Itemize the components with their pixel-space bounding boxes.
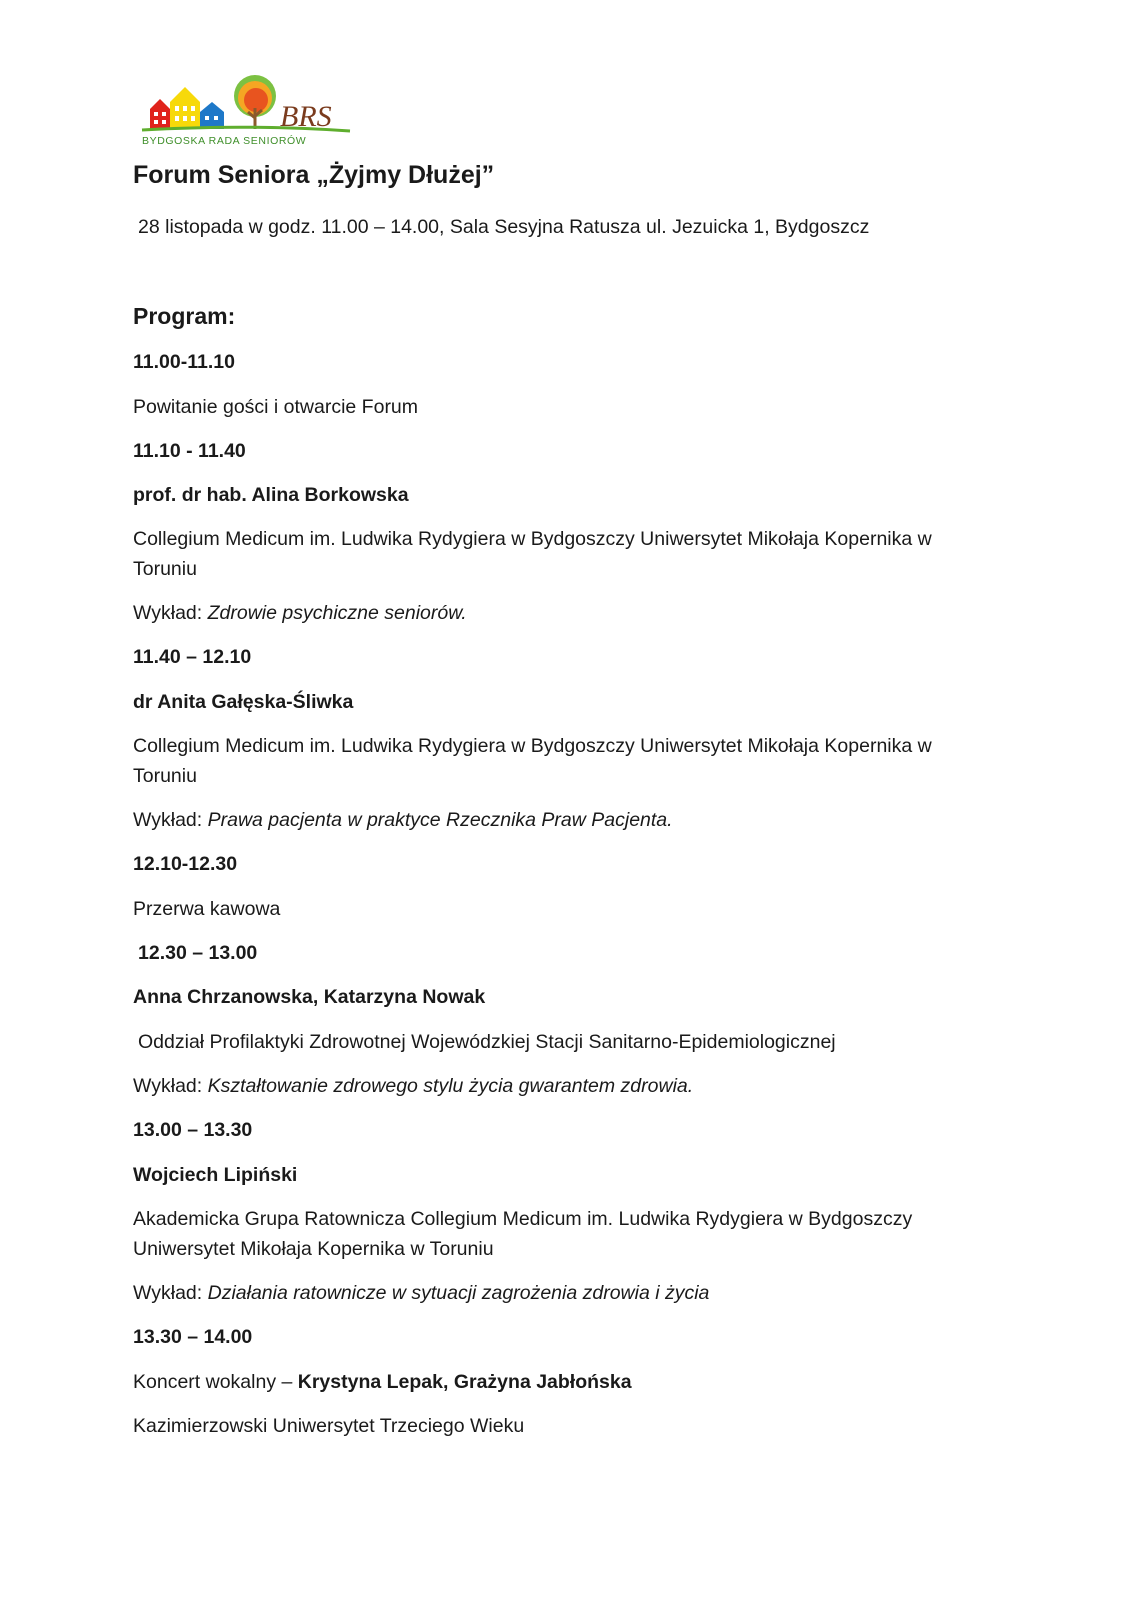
lecture-line: [133, 805, 673, 835]
speaker-affiliation: Collegium Medicum im. Ludwika Rydygiera w Bydgoszczy Uniwersytet Mikołaja Kopernika w Toruniu: [133, 528, 932, 580]
brs-logo: [140, 74, 360, 152]
speaker-name: prof. dr hab. Alina Borkowska: [133, 484, 409, 506]
lecture-title: Działania ratownicze w sytuacji zagrożenia zdrowia i życia: [207, 1282, 710, 1304]
performer-organization: Kazimierzowski Uniwersytet Trzeciego Wieku: [133, 1415, 525, 1437]
speaker-affiliation: Collegium Medicum im. Ludwika Rydygiera w Bydgoszczy Uniwersytet Mikołaja Kopernika w Toruniu: [133, 735, 932, 787]
time-slot: 11.40 – 12.10: [133, 646, 252, 668]
speaker-name: Anna Chrzanowska, Katarzyna Nowak: [133, 986, 486, 1008]
lecture-line: [133, 1071, 693, 1101]
speaker-name: Wojciech Lipiński: [133, 1164, 298, 1186]
lecture-title: Kształtowanie zdrowego stylu życia gwarantem zdrowia.: [207, 1075, 694, 1097]
time-slot: 11.00-11.10: [133, 351, 235, 373]
lecture-line: [133, 1278, 709, 1308]
item-description: Przerwa kawowa: [133, 898, 281, 920]
time-slot: 11.10 - 11.40: [133, 440, 246, 462]
concert-line: [133, 1367, 632, 1397]
event-details: 28 listopada w godz. 11.00 – 14.00, Sala Sesyjna Ratusza ul. Jezuicka 1, Bydgoszcz: [138, 216, 870, 238]
concert-prefix: Koncert wokalny –: [133, 1371, 293, 1393]
lecture-title: Prawa pacjenta w praktyce Rzecznika Praw Pacjenta.: [207, 809, 673, 831]
lecture-prefix: Wykład:: [133, 809, 203, 831]
time-slot: 12.10-12.30: [133, 853, 238, 875]
performers: Krystyna Lepak, Grażyna Jabłońska: [297, 1371, 632, 1393]
svg-text:BYDGOSKA RADA SENIORÓW: BYDGOSKA RADA SENIORÓW: [142, 135, 307, 147]
speaker-affiliation: Oddział Profilaktyki Zdrowotnej Wojewódzkiej Stacji Sanitarno-Epidemiologicznej: [138, 1031, 836, 1053]
page-title: Forum Seniora „Żyjmy Dłużej”: [133, 161, 495, 189]
lecture-prefix: Wykład:: [133, 602, 203, 624]
speaker-affiliation: Akademicka Grupa Ratownicza Collegium Medicum im. Ludwika Rydygiera w Bydgoszczy Uniwersytet Mikołaja Kopernika w Toruniu: [133, 1208, 913, 1260]
item-description: Powitanie gości i otwarcie Forum: [133, 396, 419, 418]
program-heading: Program:: [133, 303, 236, 329]
lecture-prefix: Wykład:: [133, 1075, 203, 1097]
time-slot: 12.30 – 13.00: [138, 942, 258, 964]
lecture-line: [133, 598, 467, 628]
time-slot: 13.30 – 14.00: [133, 1326, 253, 1348]
lecture-prefix: Wykład:: [133, 1282, 203, 1304]
lecture-title: Zdrowie psychiczne seniorów.: [207, 602, 467, 624]
time-slot: 13.00 – 13.30: [133, 1119, 253, 1141]
speaker-name: dr Anita Gałęska-Śliwka: [133, 691, 354, 713]
svg-text:BRS: BRS: [280, 100, 332, 133]
